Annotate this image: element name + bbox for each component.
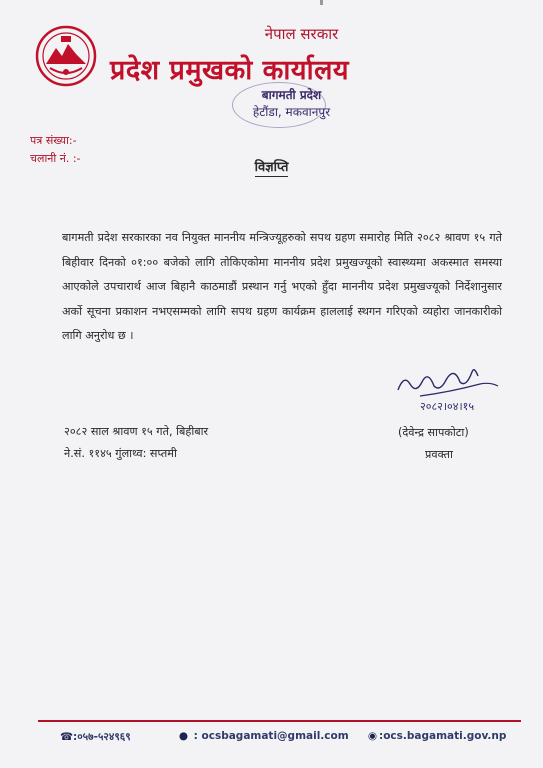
globe-icon: ◉: [367, 730, 378, 742]
office-address: हेटौंडा, मकवानपुर: [252, 105, 331, 119]
website-text[interactable]: :ocs.bagamati.gov.np: [379, 730, 507, 742]
notice-body: बागमती प्रदेश सरकारका नव नियुक्त माननीय मन्त्रिज्यूहरुको सपथ ग्रहण समारोह मिति २०८२ श्रावण १५ गते बिहीवार दिनको ०१:०० बजेको लागि तोकिएकोमा माननीय प्रदेश प्रमुखज्यूको स्वास्थ्यमा अकस्मात समस्या आएकोले उपचारार्थ आज बिहानै काठमाडौं प्रस्थान गर्नु भएको हुँदा माननीय प्रदेश प्रमुखज्यूको निर्देशानुसार अर्को सूचना प्रकाशन नभएसम्मको लागि सपथ ग्रहण कार्यक्रम हाललाई स्थगन गरिएको व्यहोरा जानकारीको लागि अनुरोध छ ।: [62, 231, 502, 342]
province-name: बागमती प्रदेश: [261, 88, 322, 102]
email-text[interactable]: ocsbagamati@gmail.com: [201, 730, 349, 742]
government-name: नेपाल सरकार: [264, 25, 339, 43]
phone-text: ०५७-५२४९६९: [77, 731, 131, 743]
footer-website[interactable]: [366, 730, 506, 742]
footer-email[interactable]: ● : ocsbagamati@gmail.com: [178, 730, 349, 742]
signature-date: २०८२।०४।१५: [420, 400, 475, 413]
bs-date: २०८२ साल श्रावण १५ गते, बिहीबार: [64, 425, 209, 438]
scan-mark: [320, 0, 323, 5]
handwritten-signature: [380, 362, 530, 422]
office-title: प्रदेश प्रमुखको कार्यालय: [110, 55, 350, 86]
signatory-name: (देवेन्द्र सापकोटा): [398, 426, 469, 439]
footer-divider: [38, 720, 521, 722]
notice-title: [0, 157, 543, 175]
ns-date: ने.सं. ११४५ गुंलाथ्व: सप्तमी: [64, 447, 177, 460]
notice-title-text: विज्ञप्ति: [254, 160, 289, 175]
footer-phone: ☎:०५७-५२४९६९: [60, 731, 131, 743]
letter-number-label: पत्र संख्या:-: [30, 134, 77, 147]
dispatch-number-label: चलानी नं. :-: [30, 152, 81, 165]
email-icon: ●: [178, 730, 189, 742]
phone-icon: ☎: [60, 731, 74, 743]
signatory-role: प्रवक्ता: [425, 448, 453, 461]
